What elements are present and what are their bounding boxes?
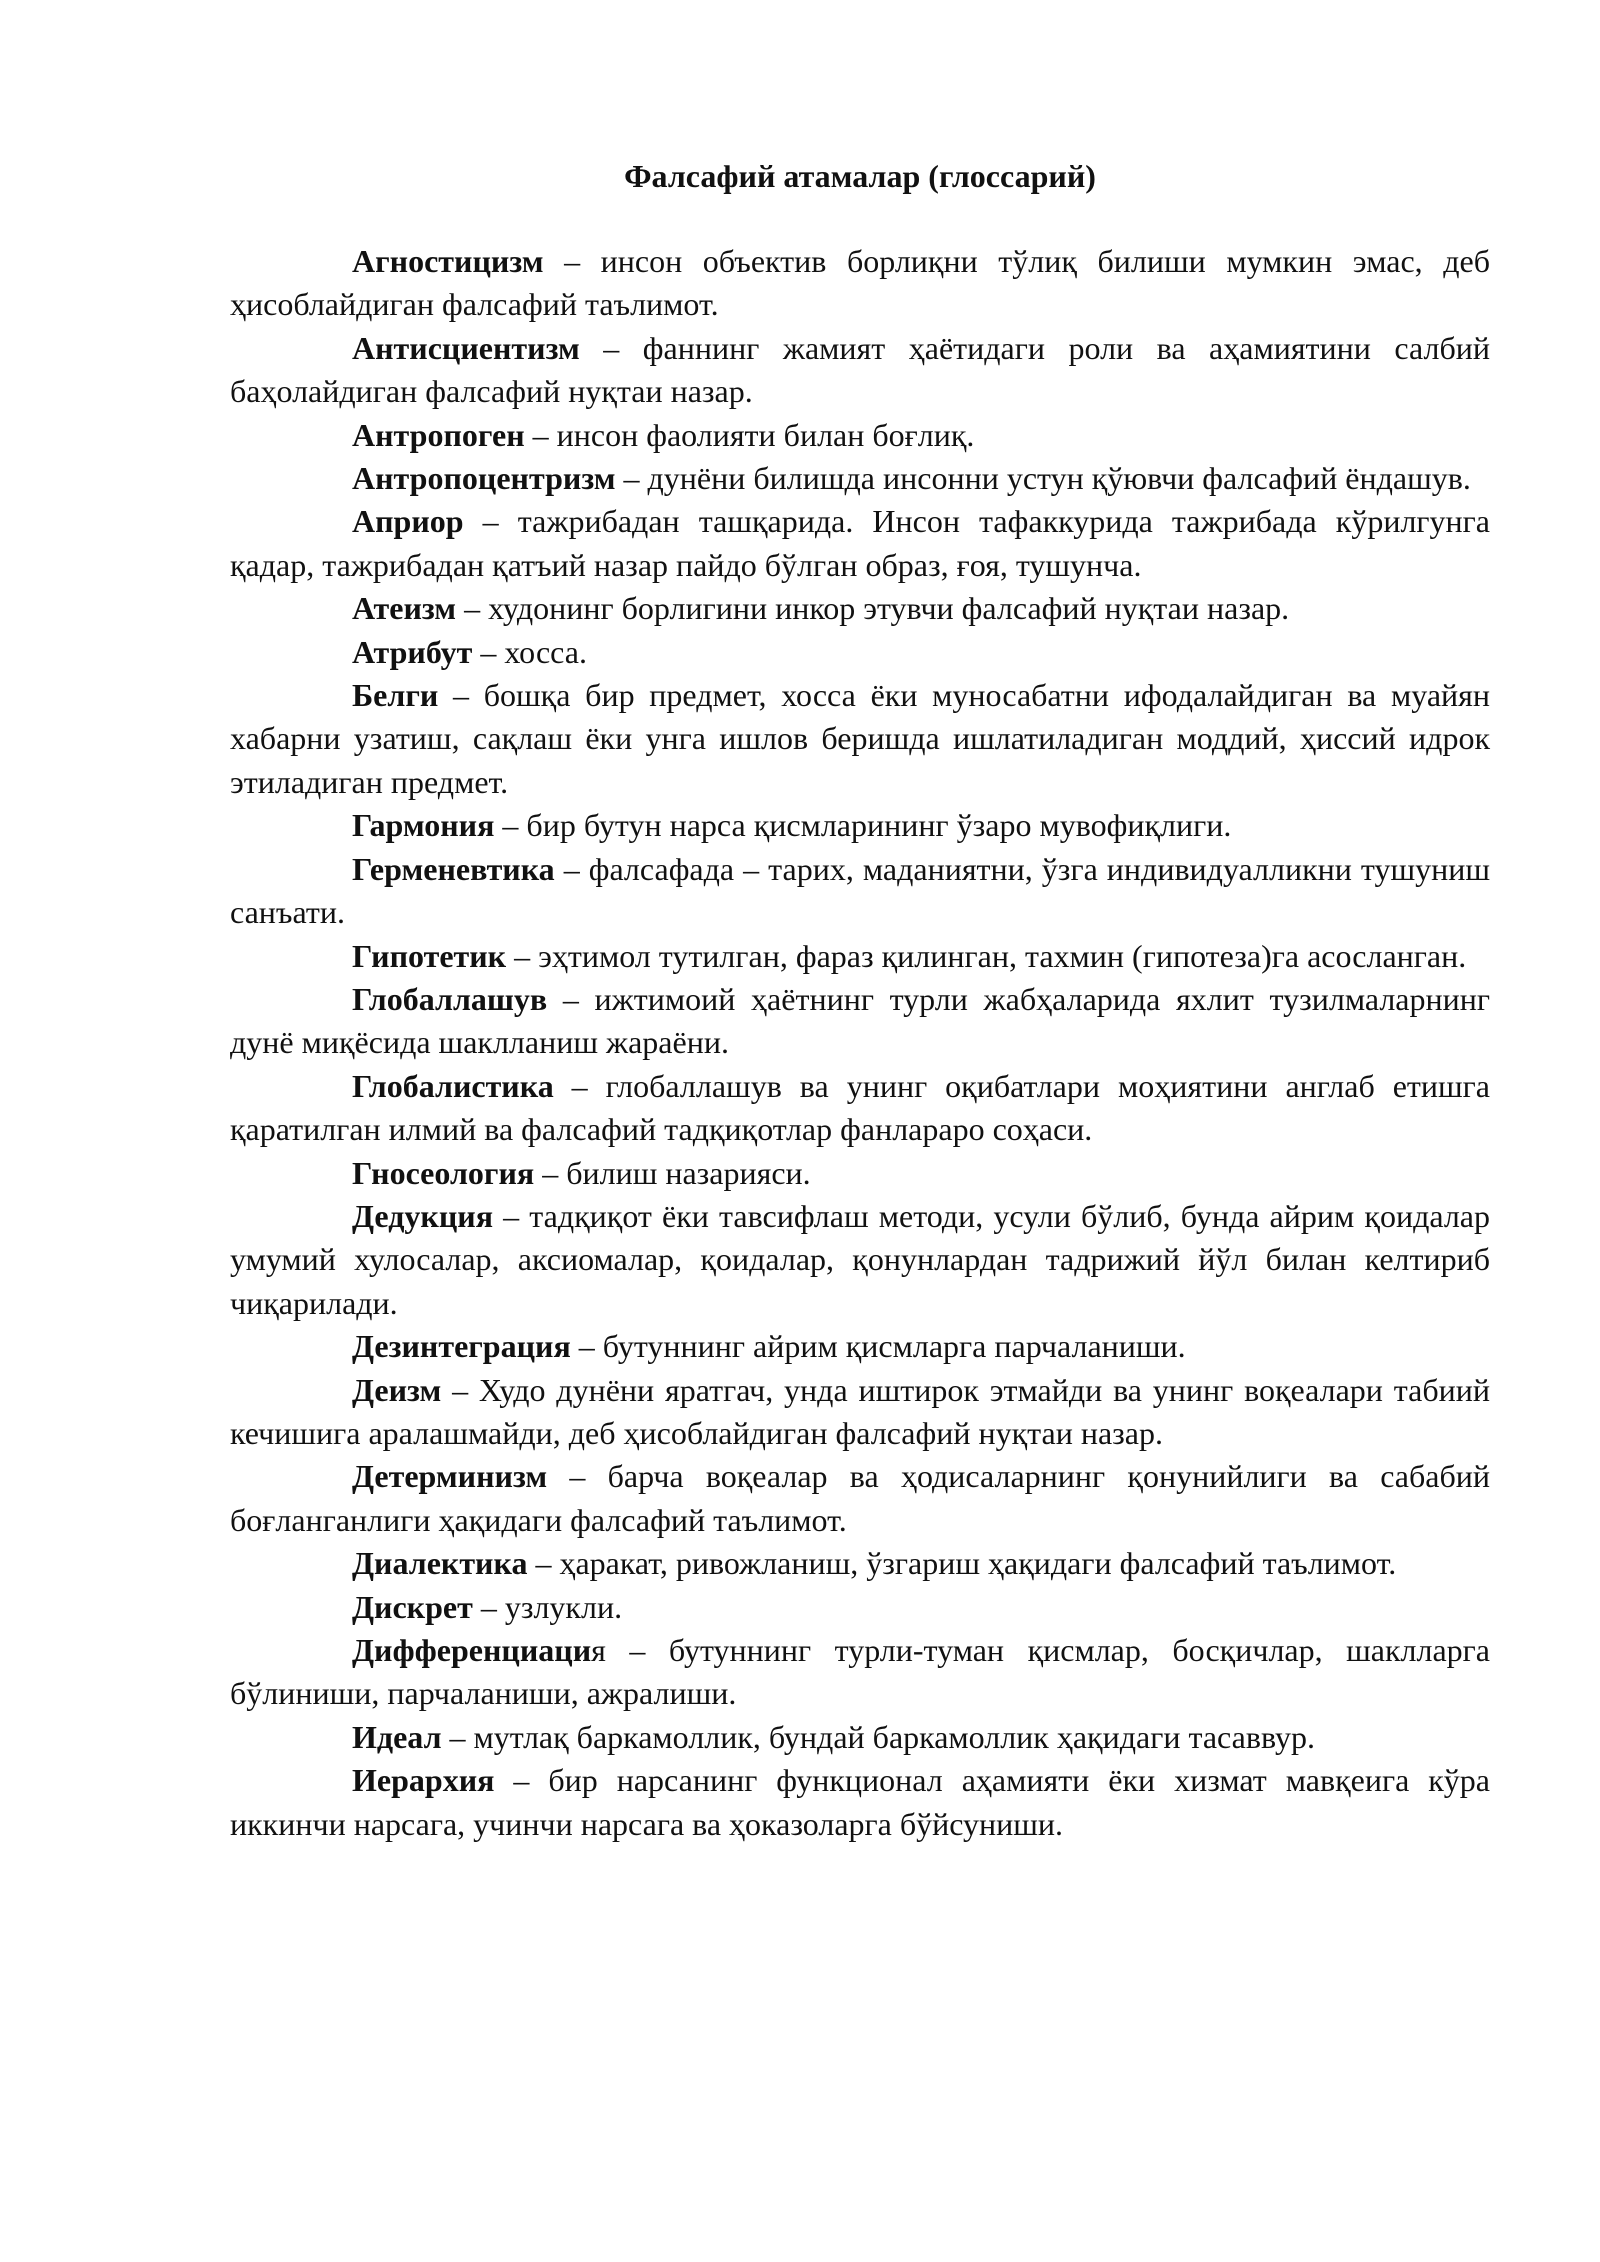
glossary-definition: – тажрибадан ташқарида. Инсон тафаккурида тажрибада кўрилгунга қадар, тажрибадан қатъий назар пайдо бўлган образ, ғоя, тушунча.: [230, 503, 1490, 583]
glossary-definition: – бир бутун нарса қисмларининг ўзаро мувофиқлиги.: [494, 807, 1232, 844]
glossary-entry: [230, 1369, 1490, 1456]
glossary-entry: [230, 935, 1490, 978]
glossary-entry: [230, 1195, 1490, 1325]
glossary-term: Деизм: [352, 1371, 442, 1408]
glossary-term: Дезинтеграция: [352, 1328, 571, 1365]
glossary-entry: [230, 500, 1490, 587]
glossary-term: Белги: [352, 677, 439, 714]
glossary-term: Антропоцентризм: [352, 460, 616, 497]
glossary-definition: – тадқиқот ёки тавсифлаш методи, усули бўлиб, бунда айрим қоидалар умумий хулосалар, аксиомалар, қоидалар, қонунлардан тадрижий йўл билан келтириб чиқарилади.: [230, 1197, 1490, 1321]
glossary-entry: [230, 1455, 1490, 1542]
glossary-definition: – хосса.: [472, 633, 587, 670]
document-title: Фалсафий атамалар (глоссарий): [624, 158, 1096, 194]
glossary-definition: – билиш назарияси.: [534, 1154, 811, 1191]
glossary-definition: – эҳтимол тутилган, фараз қилинган, тахмин (гипотеза)га асосланган.: [506, 937, 1467, 974]
glossary-term: Глобалистика: [352, 1067, 554, 1104]
glossary-term: Гармония: [352, 807, 495, 844]
glossary-definition: – бир нарсанинг функционал аҳамияти ёки хизмат мавқеига кўра иккинчи нарсага, учинчи нарсага ва ҳоказоларга бўйсуниши.: [230, 1762, 1490, 1842]
glossary-entry: [230, 631, 1490, 674]
glossary-definition: – барча воқеалар ва ҳодисаларнинг қонунийлиги ва сабабий боғланганлиги ҳақидаги фалсафий таълимот.: [230, 1458, 1490, 1538]
glossary-term: Антропоген: [352, 416, 525, 453]
glossary-definition: – бошқа бир предмет, хосса ёки муносабатни ифодалайдиган ва муайян хабарни узатиш, сақлаш ёки унга ишлов беришда ишлатиладиган моддий, ҳиссий идрок этиладиган предмет.: [230, 677, 1490, 800]
glossary-term: Идеал: [352, 1718, 442, 1755]
glossary-entry: [230, 848, 1490, 935]
glossary-term: Атеизм: [352, 590, 457, 627]
glossary-entry: [230, 327, 1490, 414]
glossary-term: Иерархия: [352, 1762, 495, 1799]
glossary-definition: – дунёни билишда инсонни устун қўювчи фалсафий ёндашув.: [615, 460, 1471, 497]
glossary-entry: [230, 1325, 1490, 1368]
glossary-term: Герменевтика: [352, 850, 555, 887]
glossary-entry: [230, 1586, 1490, 1629]
glossary-entry: [230, 1542, 1490, 1585]
glossary-term: Диалектика: [352, 1545, 528, 1582]
glossary-term: Глобаллашув: [352, 980, 548, 1017]
glossary-term: Дедукция: [352, 1197, 493, 1234]
glossary-definition: – бутуннинг турли-туман қисмлар, босқичлар, шаклларга бўлиниши, парчаланиши, ажралиши.: [230, 1632, 1490, 1712]
glossary-term: Априор: [352, 503, 464, 540]
glossary-definition: – фалсафада – тарих, маданиятни, ўзга индивидуалликни тушуниш санъати.: [230, 850, 1490, 931]
glossary-entry: [230, 1629, 1490, 1716]
glossary-entry: [230, 978, 1490, 1065]
glossary-term: Дифференциаци: [352, 1632, 592, 1668]
glossary-definition: – мутлақ баркамоллик, бундай баркамоллик ҳақидаги тасаввур.: [441, 1718, 1315, 1755]
glossary-entry: [230, 457, 1490, 500]
glossary-definition: – Худо дунёни яратгач, унда иштирок этмайди ва унинг воқеалари табиий кечишига аралашмайди, деб ҳисоблайдиган фалсафий нуқтаи назар.: [230, 1371, 1490, 1451]
glossary-term: Атрибут: [352, 633, 473, 670]
glossary-term: Антисциентизм: [352, 329, 580, 366]
glossary-definition: – глобаллашув ва унинг оқибатлари моҳиятини англаб етишга қаратилган илмий ва фалсафий тадқиқотлар фанлараро соҳаси.: [230, 1067, 1490, 1148]
glossary-term: Гносеология: [352, 1154, 535, 1191]
glossary-entry: [230, 1759, 1490, 1846]
glossary-term: Детерминизм: [352, 1458, 548, 1495]
glossary-definition: – худонинг борлигини инкор этувчи фалсафий нуқтаи назар.: [456, 590, 1290, 627]
glossary-definition: – ҳаракат, ривожланиш, ўзгариш ҳақидаги фалсафий таълимот.: [527, 1545, 1397, 1582]
glossary-entry: [230, 1152, 1490, 1195]
glossary-definition: – инсон объектив борлиқни тўлиқ билиши мумкин эмас, деб ҳисоблайдиган фалсафий таълимот.: [230, 243, 1490, 323]
glossary-term: Гипотетик: [352, 937, 507, 974]
glossary-entry: [230, 1065, 1490, 1152]
glossary-entry: [230, 240, 1490, 327]
glossary-definition: – инсон фаолияти билан боғлиқ.: [524, 416, 975, 453]
glossary-entry: [230, 414, 1490, 457]
glossary-list: [230, 240, 1490, 1846]
glossary-term: Дискрет: [352, 1588, 473, 1625]
glossary-definition: – узлукли.: [472, 1588, 623, 1625]
glossary-definition: – бутуннинг айрим қисмларга парчаланиши.: [570, 1328, 1186, 1365]
glossary-definition: – ижтимоий ҳаётнинг турли жабҳаларида яхлит тузилмаларнинг дунё миқёсида шаклланиш жараёни.: [230, 980, 1490, 1061]
glossary-term-tail: я: [591, 1632, 606, 1668]
glossary-entry: [230, 587, 1490, 630]
glossary-term: Агностицизм: [352, 243, 544, 279]
glossary-entry: [230, 804, 1490, 847]
glossary-definition: – фаннинг жамият ҳаётидаги роли ва аҳамиятини салбий баҳолайдиган фалсафий нуқтаи назар.: [230, 329, 1490, 410]
glossary-entry: [230, 674, 1490, 804]
glossary-entry: [230, 1716, 1490, 1759]
